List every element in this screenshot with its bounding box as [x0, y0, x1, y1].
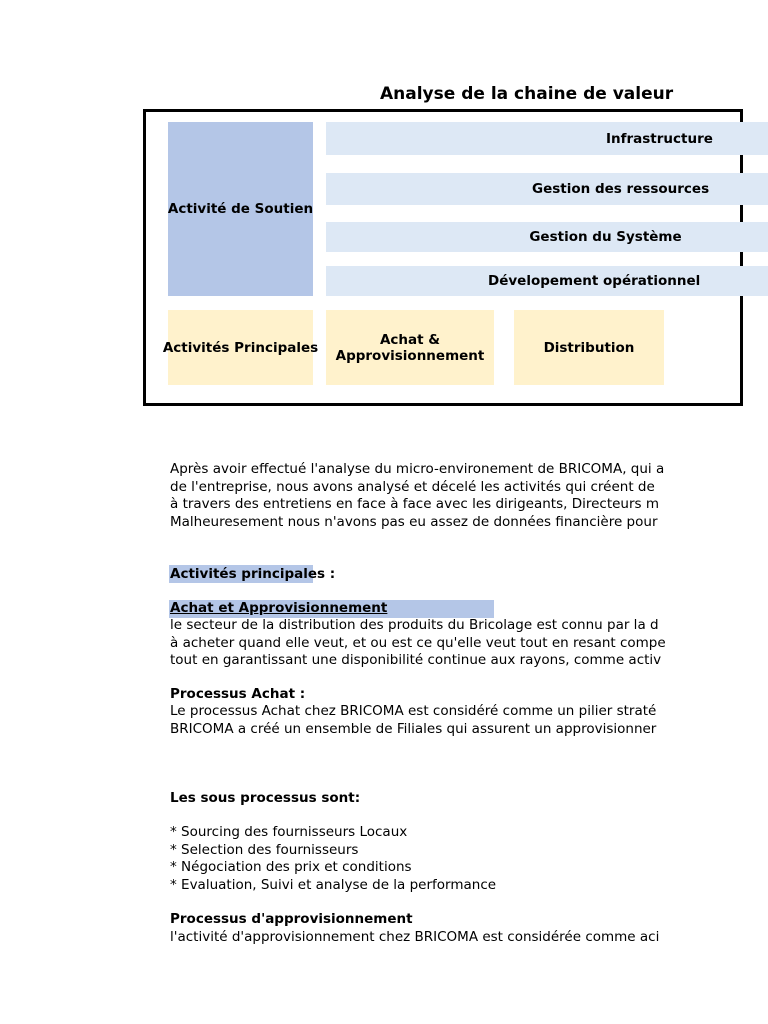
- primary-label: Activités Principales: [162, 339, 319, 356]
- processus-achat-paragraph: Le processus Achat chez BRICOMA est considéré comme un pilier straté BRICOMA a créé un ensemble de Filiales qui assurent un approvisionner: [170, 703, 657, 737]
- achat-box: [326, 310, 494, 385]
- support-row-developpement: Dévelopement opérationnel: [326, 266, 768, 296]
- section-primary-heading: Activités principales :: [170, 566, 336, 582]
- list-item: * Sourcing des fournisseurs Locaux: [170, 824, 408, 840]
- appro-paragraph: l'activité d'approvisionnement chez BRICOMA est considérée comme aci: [170, 929, 660, 945]
- support-row-grh: Gestion des ressources: [326, 173, 768, 205]
- sous-processus-heading: Les sous processus sont:: [170, 790, 361, 806]
- page-title: Analyse de la chaine de valeur: [380, 84, 674, 104]
- support-activities-box: [168, 122, 313, 296]
- sous-processus-list: [170, 824, 496, 894]
- primary-activities-box: [162, 310, 319, 385]
- appro-heading: Processus d'approvisionnement: [170, 911, 413, 927]
- support-row-systeme: Gestion du Système: [326, 222, 768, 252]
- intro-paragraph: Après avoir effectué l'analyse du micro-environement de BRICOMA, qui a de l'entreprise, nous avons analysé et décelé les activités qui créent de à travers des entretiens en face à face avec les dirigeants, Directeurs m Malheuresement nous n'avons pas eu assez de données financière pour: [170, 461, 665, 530]
- achat-label: Achat & Approvisionnement: [335, 331, 485, 364]
- list-item: * Evaluation, Suivi et analyse de la performance: [170, 876, 497, 893]
- support-row-infrastructure: Infrastructure: [326, 122, 768, 155]
- distribution-box: [514, 310, 664, 385]
- distribution-label: Distribution: [543, 339, 635, 356]
- processus-achat-heading: Processus Achat :: [170, 686, 306, 702]
- list-item: * Selection des fournisseurs: [170, 841, 359, 858]
- achat-paragraph: le secteur de la distribution des produits du Bricolage est connu par la d à acheter quand elle veut, et ou est ce qu'elle veut tout en resant compe tout en garantissant une disponibilité continue aux rayons, comme activ: [170, 617, 666, 668]
- section-achat-heading: Achat et Approvisionnement: [170, 600, 388, 616]
- support-label: Activité de Soutien: [167, 201, 314, 217]
- list-item: * Négociation des prix et conditions: [170, 859, 412, 875]
